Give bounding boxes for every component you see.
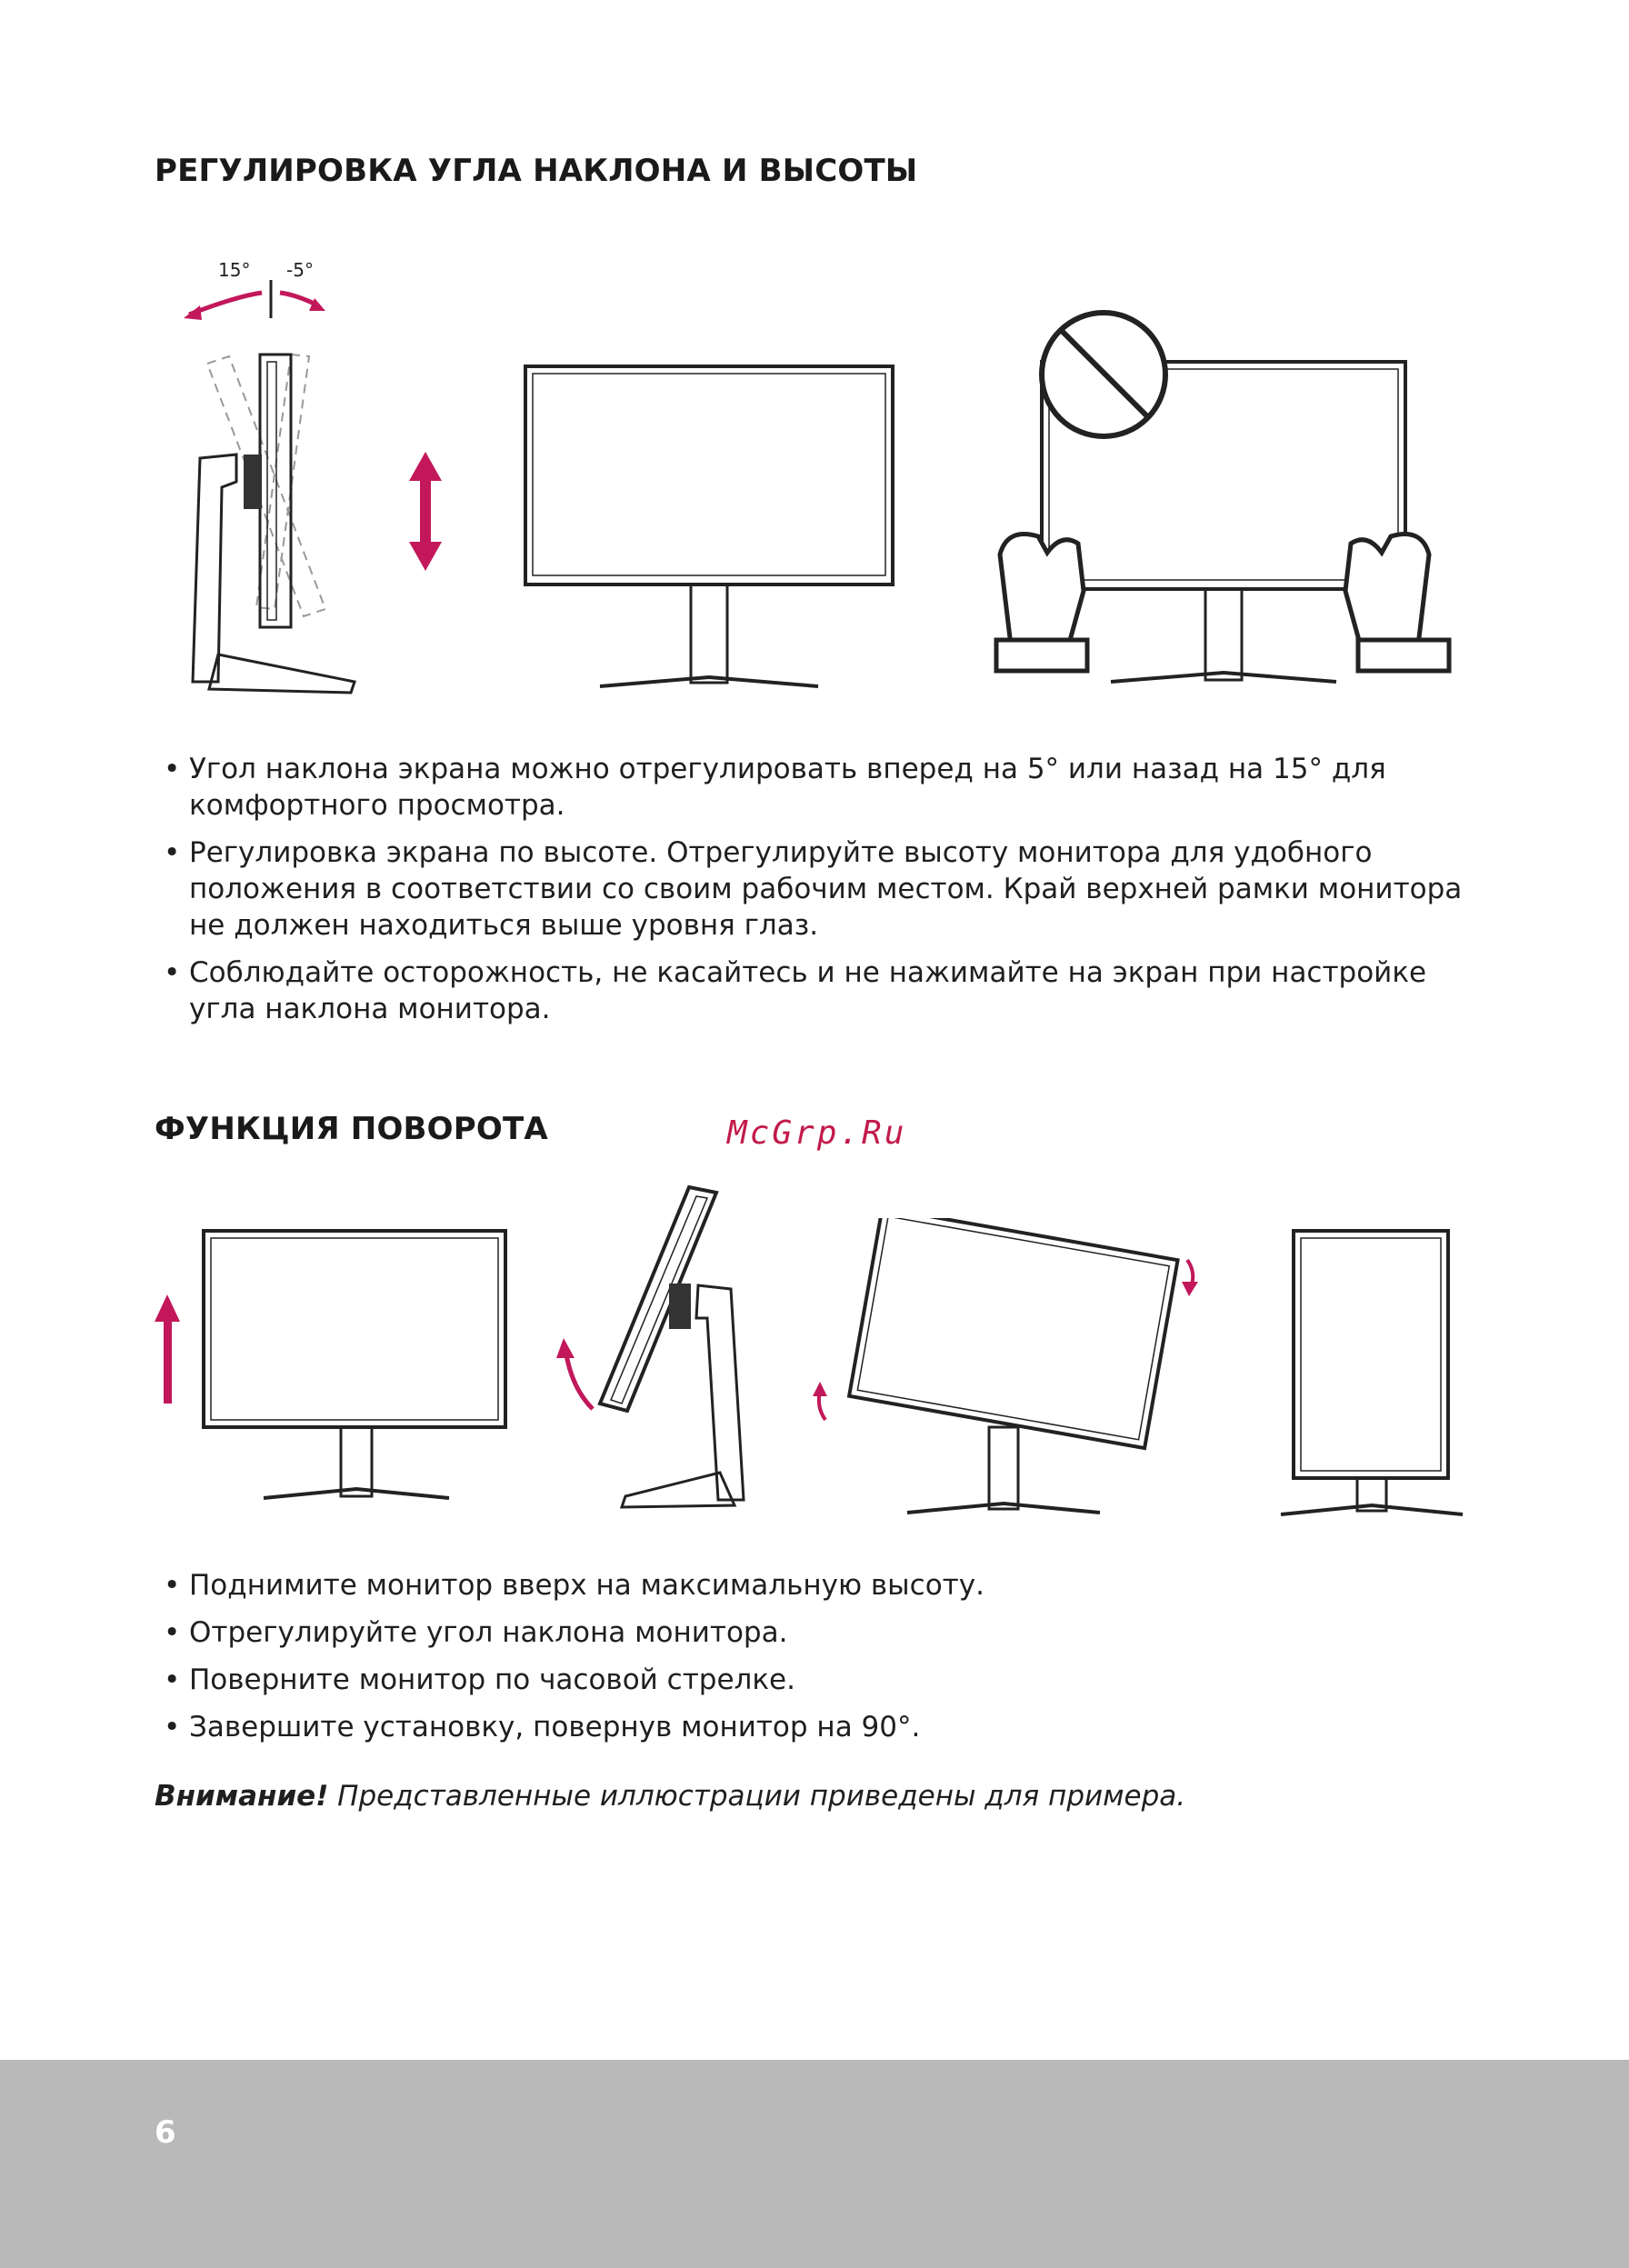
- section-title-tilt-height: РЕГУЛИРОВКА УГЛА НАКЛОНА И ВЫСОТЫ: [155, 153, 918, 189]
- list-item: • Поднимите монитор вверх на максимальную высоту.: [153, 1567, 1498, 1604]
- list-item: • Отрегулируйте угол наклона монитора.: [153, 1614, 1498, 1651]
- list-item: • Соблюдайте осторожность, не касайтесь и не нажимайте на экран при настройке угла наклона монитора.: [153, 954, 1498, 1027]
- monitor-bezel: [525, 366, 893, 584]
- monitor-stand-neck: [1205, 589, 1242, 680]
- monitor-stand-neck: [341, 1427, 372, 1496]
- page-number: 6: [155, 2114, 176, 2151]
- note-text: Представленные иллюстрации приведены для примера.: [328, 1780, 1186, 1813]
- tilt-hinge: [669, 1284, 691, 1329]
- monitor-stand-neck: [989, 1427, 1018, 1509]
- front-monitor-illustration: [518, 359, 900, 704]
- list-item: • Завершите установку, повернув монитор на 90°.: [153, 1709, 1498, 1745]
- tilt-side-view-illustration: [173, 255, 364, 700]
- pivot-bullet-list: [153, 1567, 1498, 1756]
- rotated-monitor-bezel: [849, 1218, 1177, 1448]
- tilt-hinge: [244, 455, 262, 509]
- height-adjust-arrow: [407, 450, 444, 573]
- tilt-stand-neck: [193, 455, 236, 682]
- illustration-note: [155, 1780, 1185, 1813]
- pivot-step4-portrait-illustration: [1277, 1227, 1477, 1523]
- pivot-stand-neck: [696, 1285, 744, 1500]
- tilted-panel: [600, 1187, 716, 1411]
- tilt-panel: [260, 355, 291, 627]
- right-hand-icon: [1345, 535, 1429, 646]
- monitor-stand-neck: [691, 584, 727, 683]
- watermark: McGrp.Ru: [727, 1114, 907, 1152]
- note-label: Внимание!: [155, 1780, 329, 1813]
- monitor-bezel: [204, 1231, 505, 1427]
- pivot-step3-rotate-illustration: [809, 1218, 1218, 1527]
- left-hand-icon: [1000, 535, 1084, 646]
- list-item: • Поверните монитор по часовой стрелке.: [153, 1662, 1498, 1698]
- tilt-dashed-position-forward: [256, 355, 309, 609]
- angle-forward-label: -5°: [286, 259, 314, 281]
- section-title-pivot: ФУНКЦИЯ ПОВОРОТА: [155, 1111, 548, 1147]
- angle-back-label: 15°: [218, 259, 251, 281]
- tilt-back-arrowhead: [184, 305, 202, 320]
- list-item: • Регулировка экрана по высоте. Отрегулируйте высоту монитора для удобного положения в соответствии со своим рабочим местом. Край верхней рамки монитора не должен находиться выше уровня глаз.: [153, 834, 1498, 944]
- pivot-step1-raise-illustration: [153, 1227, 516, 1509]
- pivot-step2-tilt-illustration: [553, 1182, 771, 1527]
- page-footer: [0, 2060, 1629, 2268]
- tilt-stand-base: [209, 654, 355, 693]
- raise-arrow: [164, 1320, 172, 1404]
- list-item: • Угол наклона экрана можно отрегулировать вперед на 5° или назад на 15° для комфортного просмотра.: [153, 751, 1498, 824]
- portrait-monitor-bezel: [1294, 1231, 1448, 1478]
- tilt-height-bullet-list: [153, 751, 1498, 1038]
- no-touch-illustration: [991, 309, 1454, 691]
